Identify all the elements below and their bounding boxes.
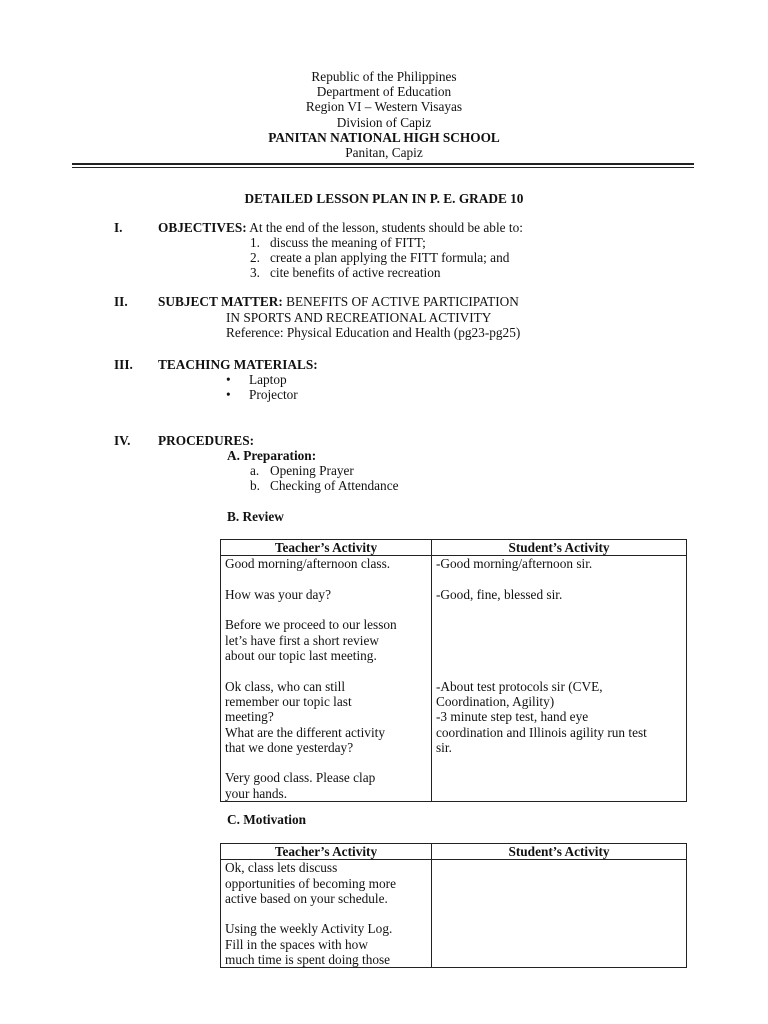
material-bullet-1: • bbox=[226, 372, 231, 387]
review-teacher-line bbox=[225, 663, 427, 678]
review-student-line bbox=[436, 602, 682, 617]
materials-numeral: III. bbox=[114, 357, 133, 372]
header-region: Region VI – Western Visayas bbox=[305, 99, 463, 114]
school-name: PANITAN NATIONAL HIGH SCHOOL bbox=[268, 130, 500, 145]
objectives-heading: OBJECTIVES: bbox=[158, 220, 247, 235]
preparation-num-b: b. bbox=[250, 478, 260, 493]
subject-title-1: BENEFITS OF ACTIVE PARTICIPATION bbox=[286, 294, 519, 309]
motivation-teacher-cell bbox=[221, 860, 432, 968]
header-division: Division of Capiz bbox=[336, 115, 432, 130]
preparation-num-a: a. bbox=[250, 463, 260, 478]
review-student-line bbox=[436, 770, 682, 785]
review-teacher-line: remember our topic last bbox=[225, 693, 352, 709]
review-student-line: Coordination, Agility) bbox=[436, 693, 555, 709]
procedures-heading: PROCEDURES: bbox=[158, 433, 255, 448]
motivation-teacher-line: Fill in the spaces with how bbox=[225, 936, 368, 952]
review-student-line bbox=[436, 648, 682, 663]
review-student-line: -3 minute step test, hand eye bbox=[436, 709, 589, 725]
procedures-numeral: IV. bbox=[114, 433, 131, 448]
subject-line bbox=[158, 294, 519, 310]
review-student-line bbox=[436, 633, 682, 648]
review-teacher-cell bbox=[221, 556, 432, 802]
document-title: DETAILED LESSON PLAN IN P. E. GRADE 10 bbox=[244, 191, 524, 206]
objective-num-2: 2. bbox=[250, 250, 260, 265]
review-teacher-line: about our topic last meeting. bbox=[225, 648, 377, 664]
material-item-2: Projector bbox=[249, 387, 298, 402]
material-item-1: Laptop bbox=[249, 372, 287, 387]
motivation-teacher-line: active based on your schedule. bbox=[225, 890, 388, 906]
school-location: Panitan, Capiz bbox=[345, 145, 423, 160]
review-teacher-line: How was your day? bbox=[225, 586, 331, 602]
objective-num-3: 3. bbox=[250, 265, 260, 280]
motivation-teacher-line: opportunities of becoming more bbox=[225, 875, 396, 891]
motivation-teacher-line: Ok, class lets discuss bbox=[225, 860, 338, 876]
motivation-teacher-line: Using the weekly Activity Log. bbox=[225, 921, 393, 937]
review-teacher-line bbox=[225, 755, 427, 770]
motivation-student-cell bbox=[432, 860, 687, 968]
subject-heading: SUBJECT MATTER: bbox=[158, 294, 283, 309]
review-teacher-line: Very good class. Please clap bbox=[225, 770, 376, 786]
review-student-line: -Good, fine, blessed sir. bbox=[436, 586, 563, 602]
materials-heading: TEACHING MATERIALS: bbox=[158, 357, 318, 372]
objective-text-2: create a plan applying the FITT formula; and bbox=[270, 250, 510, 265]
header-rule-thin bbox=[72, 167, 694, 168]
review-student-line: coordination and Illinois agility run test bbox=[436, 724, 647, 740]
review-student-line: -About test protocols sir (CVE, bbox=[436, 678, 603, 694]
motivation-table bbox=[220, 843, 687, 968]
review-teacher-line: What are the different activity bbox=[225, 724, 385, 740]
motivation-teacher-line bbox=[225, 906, 427, 921]
motivation-student-header: Student’s Activity bbox=[432, 844, 687, 860]
objective-text-1: discuss the meaning of FITT; bbox=[270, 235, 426, 250]
subject-title-2: IN SPORTS AND RECREATIONAL ACTIVITY bbox=[226, 310, 492, 325]
objective-text-3: cite benefits of active recreation bbox=[270, 265, 441, 280]
subject-reference: Reference: Physical Education and Health (pg23-pg25) bbox=[226, 325, 521, 340]
header-rule-thick bbox=[72, 163, 694, 165]
motivation-teacher-header: Teacher’s Activity bbox=[221, 844, 432, 860]
review-teacher-line bbox=[225, 602, 427, 617]
objectives-line bbox=[158, 220, 523, 236]
header-republic: Republic of the Philippines bbox=[311, 69, 457, 84]
review-student-line bbox=[436, 663, 682, 678]
review-student-line bbox=[436, 572, 682, 587]
review-teacher-header: Teacher’s Activity bbox=[221, 540, 432, 556]
review-student-header: Student’s Activity bbox=[432, 540, 687, 556]
review-teacher-line: let’s have first a short review bbox=[225, 632, 379, 648]
review-student-line bbox=[436, 786, 682, 801]
objectives-numeral: I. bbox=[114, 220, 123, 235]
review-teacher-line: Good morning/afternoon class. bbox=[225, 556, 391, 572]
objectives-intro: At the end of the lesson, students should be able to: bbox=[249, 220, 523, 235]
review-teacher-line bbox=[225, 572, 427, 587]
review-student-line: sir. bbox=[436, 739, 452, 755]
review-student-line bbox=[436, 755, 682, 770]
review-student-cell bbox=[432, 556, 687, 802]
motivation-teacher-line: much time is spent doing those bbox=[225, 952, 391, 968]
review-student-line: -Good morning/afternoon sir. bbox=[436, 556, 593, 572]
review-teacher-line: Ok class, who can still bbox=[225, 678, 346, 694]
material-bullet-2: • bbox=[226, 387, 231, 402]
preparation-item-a: Opening Prayer bbox=[270, 463, 354, 478]
review-label: B. Review bbox=[227, 509, 284, 524]
header-department: Department of Education bbox=[316, 84, 452, 99]
preparation-item-b: Checking of Attendance bbox=[270, 478, 399, 493]
review-teacher-line: that we done yesterday? bbox=[225, 739, 354, 755]
subject-numeral: II. bbox=[114, 294, 128, 309]
review-student-line bbox=[436, 617, 682, 632]
objective-num-1: 1. bbox=[250, 235, 260, 250]
review-teacher-line: Before we proceed to our lesson bbox=[225, 617, 397, 633]
review-table bbox=[220, 539, 687, 802]
motivation-label: C. Motivation bbox=[227, 812, 307, 827]
review-teacher-line: your hands. bbox=[225, 785, 288, 801]
review-teacher-line: meeting? bbox=[225, 709, 274, 725]
preparation-label: A. Preparation: bbox=[227, 448, 317, 463]
